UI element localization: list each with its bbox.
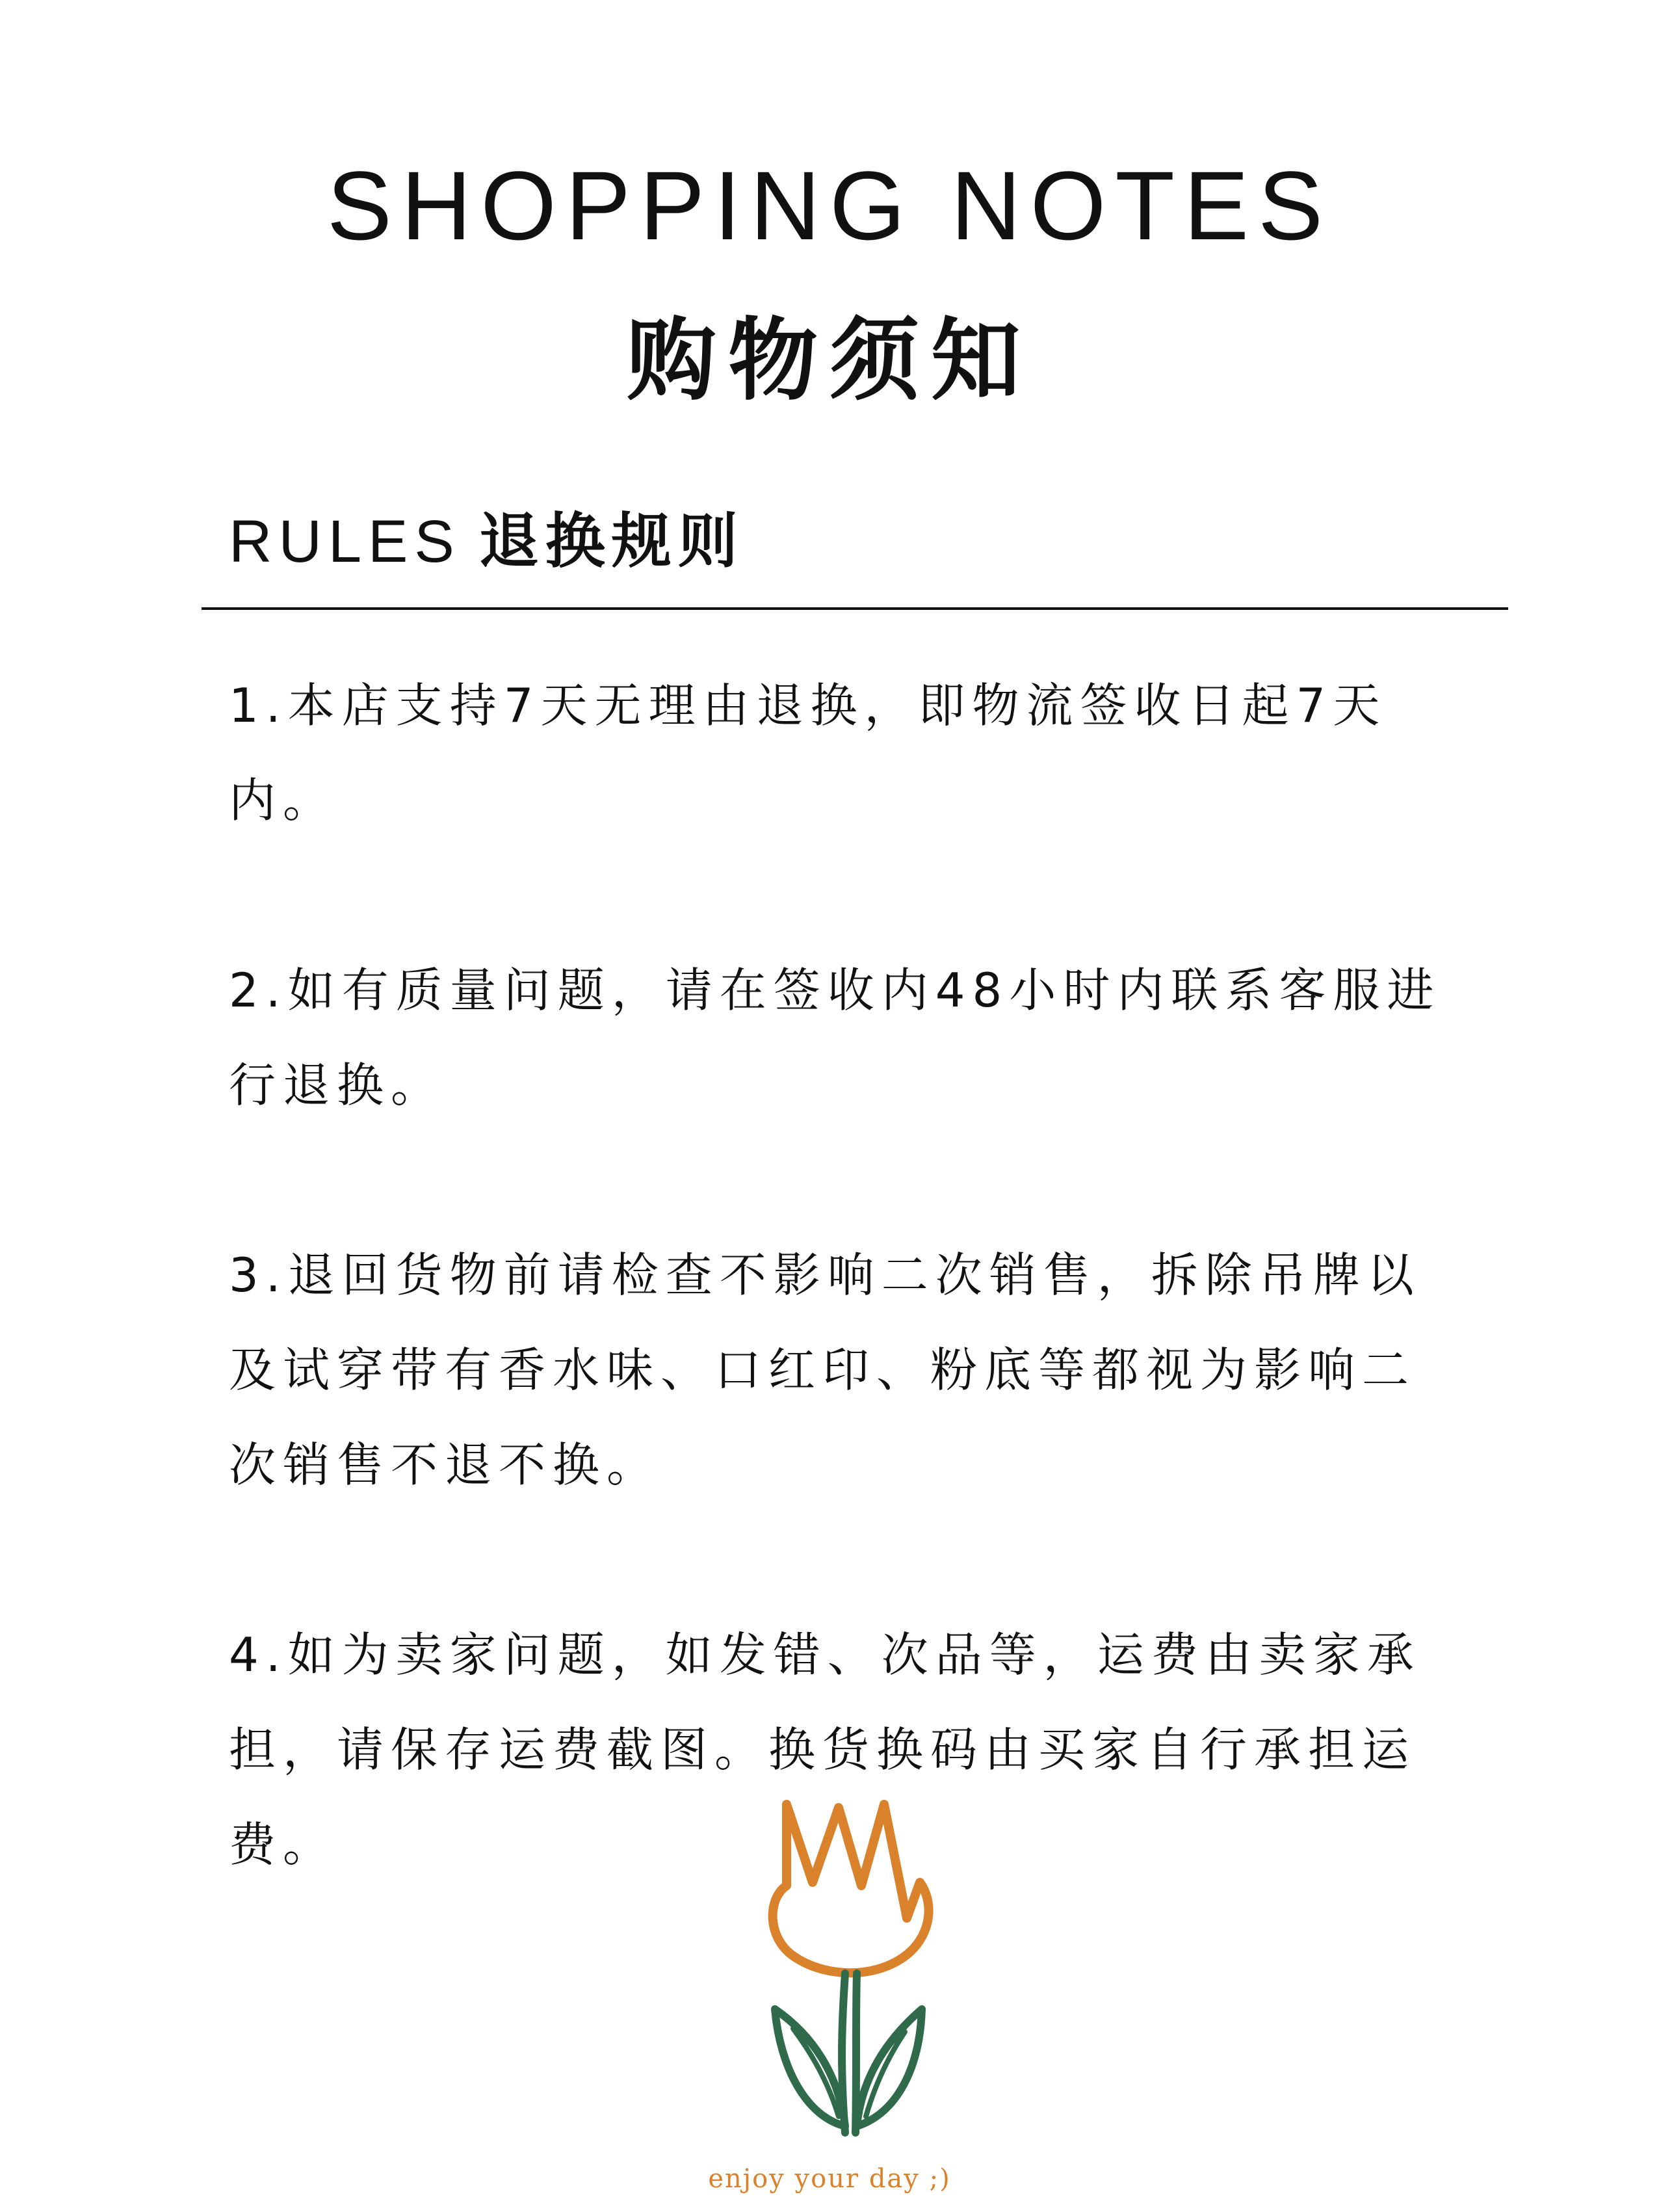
page-title-en: SHOPPING NOTES [326,151,1333,260]
rule-item: 4.如为卖家问题，如发错、次品等，运费由卖家承担，请保存运费截图。换货换码由买家自行承担运费。 [229,1627,1421,1872]
page-title-zh: 购物须知 [626,308,1032,413]
section-heading-en: RULES [229,508,461,575]
rule-item: 1.本店支持7天无理由退换，即物流签收日起7天内。 [229,678,1387,828]
rule-item: 3.退回货物前请检查不影响二次销售，拆除吊牌以及试穿带有香水味、口红印、粉底等都视为影响二次销售不退不换。 [229,1248,1421,1492]
tulip-icon [741,1788,949,2152]
rule-item: 2.如有质量问题，请在签收内48小时内联系客服进行退换。 [229,963,1441,1113]
section-divider [202,607,1508,610]
tulip-petals [773,1804,929,1973]
section-heading [229,506,744,577]
footer-tagline: enjoy your day ;) [708,2164,951,2194]
section-heading-zh: 退换规则 [478,507,744,576]
